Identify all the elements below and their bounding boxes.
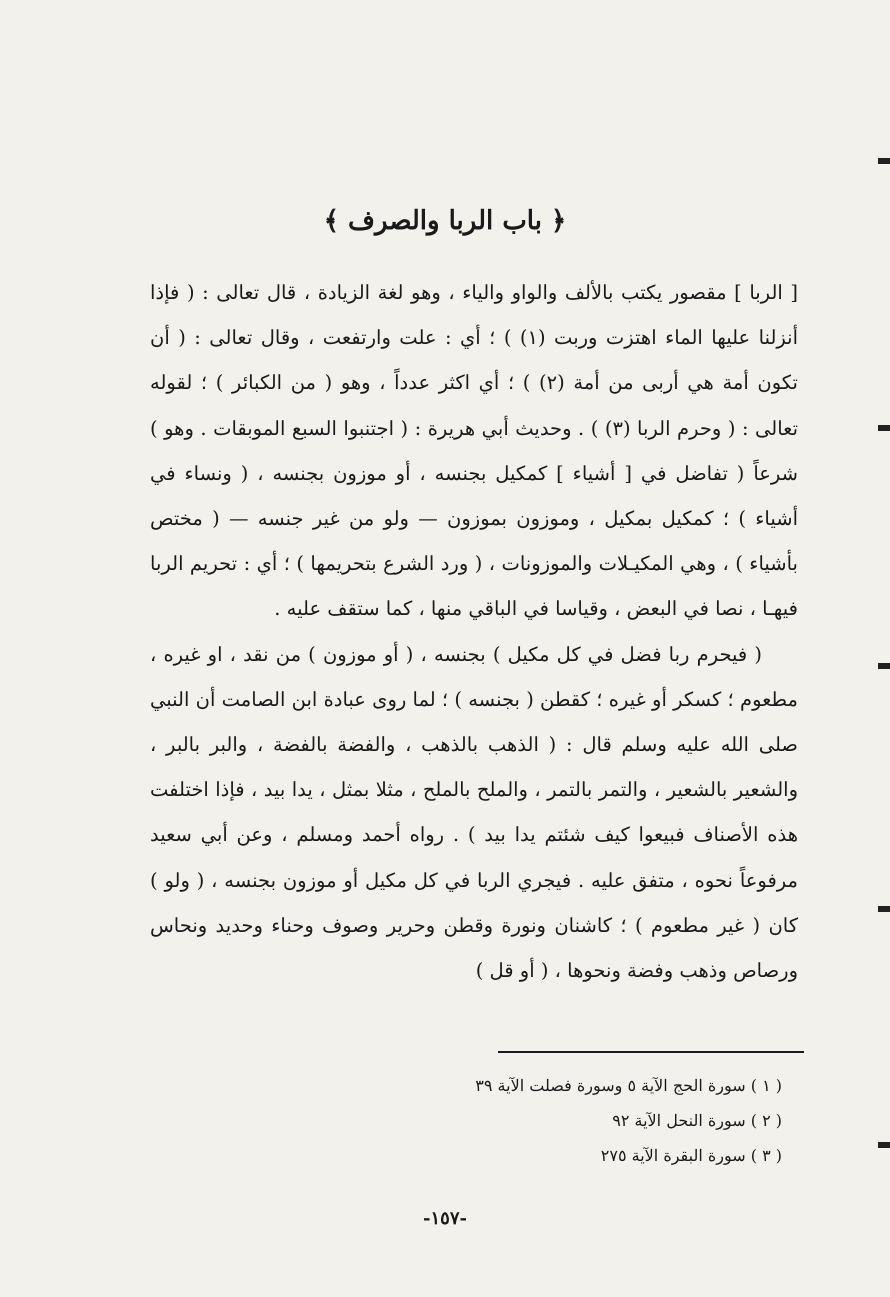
edge-mark <box>878 158 890 164</box>
footnote-3: ( ٣ ) سورة البقرة الآية ٢٧٥ <box>600 1146 782 1165</box>
footnote-separator <box>498 1051 804 1053</box>
footnotes <box>382 1068 782 1173</box>
footnote-1: ( ١ ) سورة الحج الآية ٥ وسورة فصلت الآية ٣٩ <box>475 1076 782 1095</box>
paragraph-1: [ الربا ] مقصور يكتب بالألف والواو والياء ، وهو لغة الزيادة ، قال تعالى : ( فإذا أنزلنا عليها الماء اهتزت وربت (١) ) ؛ أي : علت وارتفعت ، وقال تعالى : ( أن تكون أمة هي أربى من أمة (٢) ) ؛ أي اكثر عدداً ، وهو ( من الكبائر ) ؛ لقوله تعالى : ( وحرم الربا (٣) ) . وحديث أبي هريرة : ( اجتنبوا السبع الموبقات . وهو ) شرعاً ( تفاضل في [ أشياء ] كمكيل بجنسه ، أو موزون بجنسه ، ( ونساء في أشياء ) ؛ كمكيل بمكيل ، وموزون بموزون — ولو من غير جنسه — ( مختص بأشياء ) ، وهي المكيـلات والموزونات ، ( ورد الشرع بتحريمها ) ؛ أي : تحريم الربا فيهـا ، نصا في البعض ، وقياسا في الباقي منها ، كما ستقف عليه . <box>150 281 798 621</box>
footnote-2: ( ٢ ) سورة النحل الآية ٩٢ <box>612 1111 782 1130</box>
edge-mark <box>878 425 890 431</box>
paragraph-2: ( فيحرم ربا فضل في كل مكيل ) بجنسه ، ( أو موزون ) من نقد ، او غيره ، مطعوم ؛ كسكر أو غيره ؛ كقطن ( بجنسه ) ؛ لما روى عبادة ابن الصامت أن النبي صلى الله عليه وسلم قال : ( الذهب بالذهب ، والفضة بالفضة ، والبر بالبر ، والشعير بالشعير ، والتمر بالتمر ، والملح بالملح ، مثلا بمثل ، يدا بيد ، فإذا اختلفت هذه الأصناف فبيعوا كيف شئتم يدا بيد ) . رواه أحمد ومسلم ، وعن أبي سعيد مرفوعاً نحوه ، متفق عليه . فيجري الربا في كل مكيل أو موزون بجنسه ، ( ولو ) كان ( غير مطعوم ) ؛ كاشنان ونورة وقطن وحرير وصوف وحناء وحديد ونحاس ورصاص وذهب وفضة ونحوها ، ( أو قل ) <box>150 642 798 983</box>
edge-mark <box>878 906 890 912</box>
edge-mark <box>878 1142 890 1148</box>
chapter-title: ﴿ باب الربا والصرف ﴾ <box>323 206 567 236</box>
page-number: -١٥٧- <box>423 1208 467 1229</box>
edge-mark <box>878 663 890 669</box>
body-text <box>150 270 798 993</box>
